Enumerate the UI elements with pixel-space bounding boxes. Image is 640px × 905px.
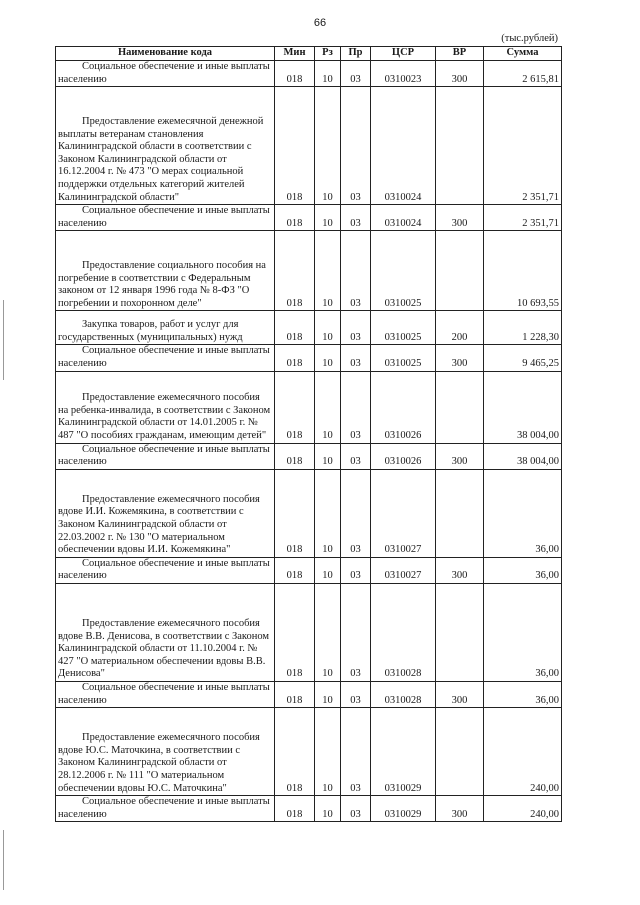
cell-sum: 240,00	[484, 796, 562, 822]
cell-name	[56, 205, 275, 231]
table-row	[56, 345, 562, 371]
cell-min: 018	[275, 796, 315, 822]
cell-name	[56, 443, 275, 469]
cell-vr	[436, 583, 484, 681]
row-label: Предоставление ежемесячного пособия на ребенка-инвалида, в соответствии с Законом Калининградской области от 14.01.2005 г. № 487 "О пособиях гражданам, имеющим детей"	[58, 392, 271, 441]
header-min: Мин	[275, 47, 315, 61]
table-row	[56, 681, 562, 707]
cell-min: 018	[275, 557, 315, 583]
row-label: Социальное обеспечение и иные выплаты населению	[58, 443, 270, 468]
cell-sum: 36,00	[484, 583, 562, 681]
cell-pr: 03	[341, 681, 371, 707]
cell-pr: 03	[341, 583, 371, 681]
cell-csr: 0310027	[371, 469, 436, 557]
cell-rz: 10	[315, 205, 341, 231]
cell-rz: 10	[315, 708, 341, 796]
cell-min: 018	[275, 443, 315, 469]
cell-pr: 03	[341, 61, 371, 87]
cell-csr: 0310025	[371, 345, 436, 371]
row-label: Социальное обеспечение и иные выплаты населению	[58, 557, 270, 582]
row-label: Предоставление ежемесячного пособия вдове В.В. Денисова, в соответствии с Законом Калининградской области от 11.10.2004 г. № 427 "О материальном обеспечении вдовы В.В. Денисова"	[58, 617, 270, 680]
cell-rz: 10	[315, 443, 341, 469]
cell-min: 018	[275, 681, 315, 707]
cell-rz: 10	[315, 583, 341, 681]
table-row	[56, 87, 562, 205]
cell-rz: 10	[315, 681, 341, 707]
cell-name	[56, 681, 275, 707]
cell-rz: 10	[315, 231, 341, 311]
cell-min: 018	[275, 708, 315, 796]
cell-sum: 1 228,30	[484, 311, 562, 345]
cell-sum: 9 465,25	[484, 345, 562, 371]
header-vr: ВР	[436, 47, 484, 61]
cell-sum: 38 004,00	[484, 443, 562, 469]
cell-vr: 300	[436, 557, 484, 583]
cell-name	[56, 557, 275, 583]
cell-name	[56, 231, 275, 311]
row-label: Социальное обеспечение и иные выплаты населению	[58, 796, 270, 820]
header-csr: ЦСР	[371, 47, 436, 61]
cell-pr: 03	[341, 311, 371, 345]
page-number: 66	[313, 17, 327, 29]
table-row	[56, 311, 562, 345]
cell-pr: 03	[341, 371, 371, 443]
cell-min: 018	[275, 205, 315, 231]
cell-vr: 300	[436, 61, 484, 87]
table-row	[56, 557, 562, 583]
cell-csr: 0310028	[371, 583, 436, 681]
table-row	[56, 796, 562, 822]
cell-pr: 03	[341, 231, 371, 311]
table-row	[56, 371, 562, 443]
budget-table	[55, 46, 562, 822]
header-sum: Сумма	[484, 47, 562, 61]
cell-rz: 10	[315, 311, 341, 345]
cell-name	[56, 469, 275, 557]
table-row	[56, 231, 562, 311]
cell-sum: 36,00	[484, 469, 562, 557]
cell-vr	[436, 469, 484, 557]
cell-csr: 0310028	[371, 681, 436, 707]
cell-min: 018	[275, 311, 315, 345]
header-name: Наименование кода	[56, 47, 275, 61]
cell-vr: 300	[436, 681, 484, 707]
cell-min: 018	[275, 231, 315, 311]
table-header-row	[56, 47, 562, 61]
table-row	[56, 61, 562, 87]
cell-min: 018	[275, 61, 315, 87]
cell-name	[56, 583, 275, 681]
cell-min: 018	[275, 469, 315, 557]
cell-name	[56, 311, 275, 345]
cell-name	[56, 371, 275, 443]
cell-vr	[436, 87, 484, 205]
cell-csr: 0310026	[371, 443, 436, 469]
cell-rz: 10	[315, 557, 341, 583]
cell-csr: 0310023	[371, 61, 436, 87]
row-label: Предоставление ежемесячного пособия вдове Ю.С. Маточкина, в соответствии с Законом Калининградской области от 28.12.2006 г. № 111 "О материальном обеспечении вдовы Ю.С. Маточкина"	[58, 732, 260, 794]
table-row	[56, 205, 562, 231]
cell-rz: 10	[315, 87, 341, 205]
unit-note: (тыс.рублей)	[501, 33, 558, 44]
cell-vr: 300	[436, 345, 484, 371]
row-label: Предоставление ежемесячного пособия вдове И.И. Кожемякина, в соответствии с Законом Калининградской области от 22.03.2002 г. № 130 "О материальном обеспечении вдовы И.И. Кожемякина"	[58, 493, 260, 556]
row-label: Социальное обеспечение и иные выплаты населению	[58, 61, 270, 85]
cell-csr: 0310029	[371, 708, 436, 796]
cell-name	[56, 61, 275, 87]
cell-rz: 10	[315, 345, 341, 371]
cell-sum: 240,00	[484, 708, 562, 796]
margin-scan-mark	[3, 830, 4, 890]
row-label: Социальное обеспечение и иные выплаты населению	[58, 681, 270, 706]
cell-vr: 300	[436, 205, 484, 231]
cell-csr: 0310029	[371, 796, 436, 822]
cell-name	[56, 796, 275, 822]
cell-csr: 0310025	[371, 311, 436, 345]
cell-pr: 03	[341, 443, 371, 469]
cell-vr	[436, 371, 484, 443]
cell-pr: 03	[341, 469, 371, 557]
cell-name	[56, 87, 275, 205]
cell-sum: 36,00	[484, 557, 562, 583]
cell-csr: 0310024	[371, 87, 436, 205]
cell-pr: 03	[341, 345, 371, 371]
cell-pr: 03	[341, 796, 371, 822]
cell-sum: 2 351,71	[484, 87, 562, 205]
cell-rz: 10	[315, 371, 341, 443]
cell-min: 018	[275, 345, 315, 371]
cell-sum: 10 693,55	[484, 231, 562, 311]
cell-sum: 2 615,81	[484, 61, 562, 87]
cell-csr: 0310026	[371, 371, 436, 443]
cell-rz: 10	[315, 469, 341, 557]
header-rz: Рз	[315, 47, 341, 61]
row-label: Закупка товаров, работ и услуг для государственных (муниципальных) нужд	[58, 319, 243, 343]
cell-min: 018	[275, 583, 315, 681]
table-row	[56, 469, 562, 557]
row-label: Социальное обеспечение и иные выплаты населению	[58, 345, 270, 369]
cell-pr: 03	[341, 205, 371, 231]
cell-pr: 03	[341, 87, 371, 205]
cell-pr: 03	[341, 557, 371, 583]
cell-vr: 300	[436, 443, 484, 469]
row-label: Предоставление социального пособия на погребение в соответствии с Федеральным законом от 12 января 1996 года № 8-ФЗ "О погребении и похоронном деле"	[58, 260, 266, 309]
cell-name	[56, 345, 275, 371]
table-row	[56, 708, 562, 796]
header-pr: Пр	[341, 47, 371, 61]
cell-sum: 2 351,71	[484, 205, 562, 231]
cell-vr: 300	[436, 796, 484, 822]
cell-csr: 0310024	[371, 205, 436, 231]
cell-name	[56, 708, 275, 796]
table-body	[56, 61, 562, 822]
cell-rz: 10	[315, 61, 341, 87]
cell-csr: 0310027	[371, 557, 436, 583]
cell-vr: 200	[436, 311, 484, 345]
row-label: Социальное обеспечение и иные выплаты населению	[58, 205, 270, 229]
cell-sum: 38 004,00	[484, 371, 562, 443]
cell-sum: 36,00	[484, 681, 562, 707]
cell-min: 018	[275, 87, 315, 205]
table-row	[56, 583, 562, 681]
margin-scan-mark	[3, 300, 4, 380]
cell-rz: 10	[315, 796, 341, 822]
cell-pr: 03	[341, 708, 371, 796]
cell-min: 018	[275, 371, 315, 443]
table-row	[56, 443, 562, 469]
cell-vr	[436, 231, 484, 311]
cell-csr: 0310025	[371, 231, 436, 311]
cell-vr	[436, 708, 484, 796]
row-label: Предоставление ежемесячной денежной выплаты ветеранам становления Калининградской области в соответствии с Законом Калининградской области от 16.12.2004 г. № 473 "О мерах социальной поддержки отдельных категорий жителей Калининградской области"	[58, 116, 264, 203]
